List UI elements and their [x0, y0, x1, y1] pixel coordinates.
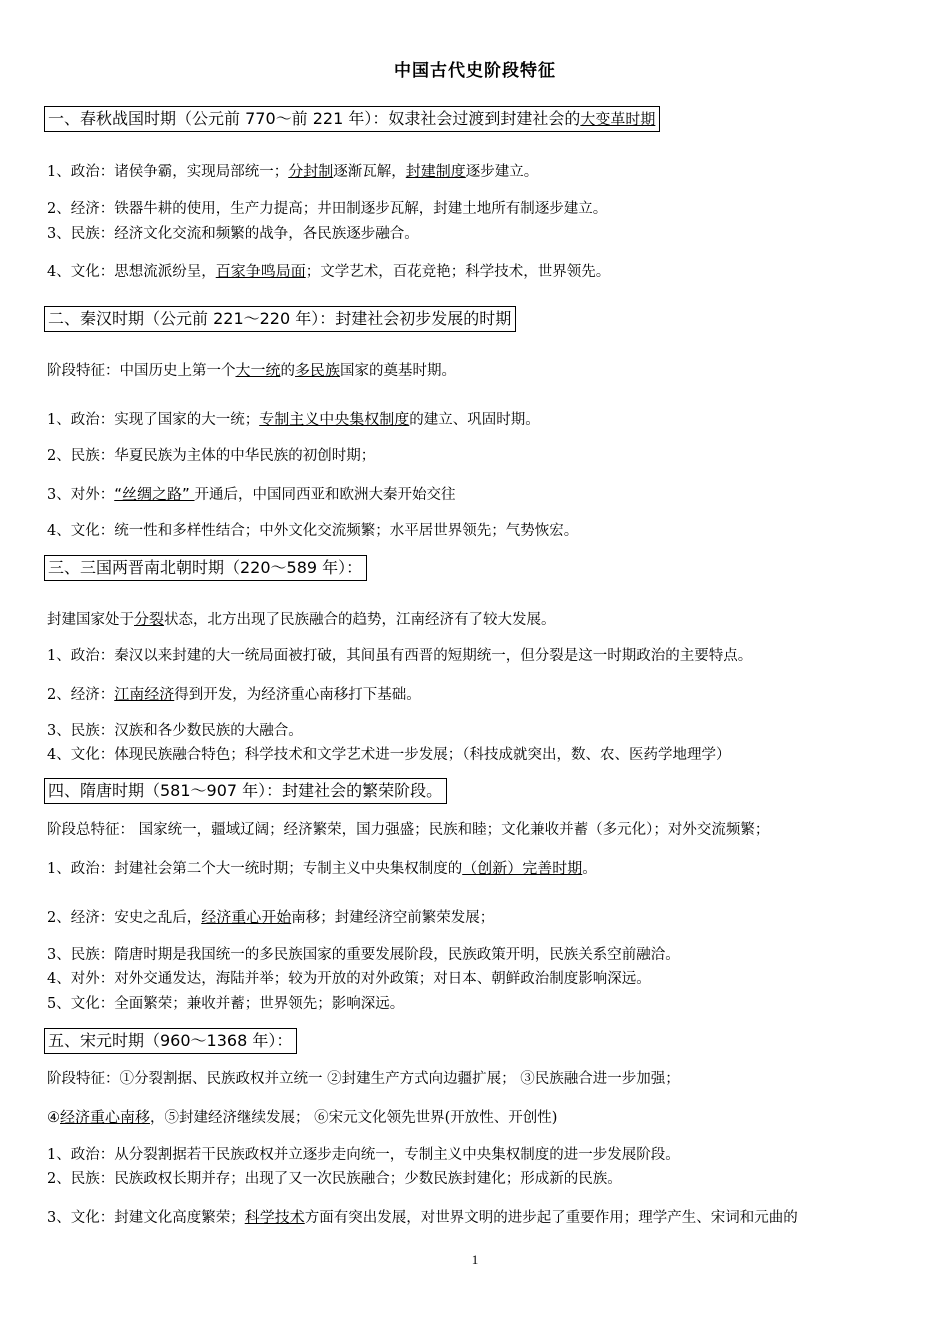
paragraph-s5-intro-1: 阶段特征：①分裂割据、民族政权并立统一 ②封建生产方式向边疆扩展； ③民族融合进一步加强； — [47, 1071, 680, 1087]
text: 2、经济：安史之乱后， — [47, 910, 202, 926]
paragraph-s3-economy — [47, 684, 421, 705]
text: ；文学艺术，百花竞艳；科学技术，世界领先。 — [305, 264, 611, 280]
keyword: 科学技术 — [244, 1208, 305, 1226]
paragraph-s1-politics — [47, 161, 538, 182]
paragraph-s5-ethnic: 2、民族：民族政权长期并存；出现了又一次民族融合；少数民族封建化；形成新的民族。 — [47, 1171, 622, 1187]
text: 状态，北方出现了民族融合的趋势，江南经济有了较大发展。 — [164, 612, 556, 628]
text: 国家的奠基时期。 — [340, 363, 457, 379]
keyword: （创新）完善时期 — [462, 859, 583, 877]
keyword: 江南经济 — [114, 685, 175, 703]
keyword: 经济重心开始 — [201, 908, 292, 926]
section-header-songyuan: 五、宋元时期（960～1368 年）： — [44, 1028, 297, 1054]
section-header-qinhan: 二、秦汉时期（公元前 221～220 年）：封建社会初步发展的时期 — [44, 306, 516, 332]
paragraph-s2-ethnic: 2、民族：华夏民族为主体的中华民族的初创时期； — [47, 448, 376, 464]
text: 4、文化：思想流派纷呈， — [47, 264, 216, 280]
text: 的建立、巩固时期。 — [409, 412, 540, 428]
text: 阶段特征：中国历史上第一个 — [47, 363, 236, 379]
paragraph-s3-ethnic: 3、民族：汉族和各少数民族的大融合。 — [47, 723, 303, 739]
page-title: 中国古代史阶段特征 — [394, 61, 556, 81]
keyword: 经济重心南移 — [60, 1108, 151, 1126]
keyword: “丝绸之路” — [114, 485, 195, 503]
paragraph-s3-politics: 1、政治：秦汉以来封建的大一统局面被打破，其间虽有西晋的短期统一，但分裂是这一时期政治的主要特点。 — [47, 648, 753, 664]
text: ④ — [47, 1110, 60, 1126]
paragraph-s2-culture: 4、文化：统一性和多样性结合；中外文化交流频繁；水平居世界领先；气势恢宏。 — [47, 523, 579, 539]
section-header-suitang: 四、隋唐时期（581～907 年）：封建社会的繁荣阶段。 — [44, 778, 447, 804]
keyword: 分裂 — [134, 610, 165, 628]
paragraph-s2-foreign — [47, 484, 456, 505]
paragraph-s5-intro-2 — [47, 1107, 557, 1128]
paragraph-s1-economy: 2、经济：铁器牛耕的使用，生产力提高；井田制逐步瓦解，封建土地所有制逐步建立。 — [47, 201, 608, 217]
keyword: 多民族 — [295, 361, 341, 379]
keyword: 封建制度 — [405, 162, 466, 180]
text: 南移；封建经济空前繁荣发展； — [291, 910, 495, 926]
text: 。 — [582, 861, 597, 877]
paragraph-s1-culture — [47, 261, 610, 282]
text: 的 — [280, 363, 296, 379]
text: 1、政治：诸侯争霸，实现局部统一； — [47, 164, 289, 180]
paragraph-s3-intro — [47, 609, 556, 630]
page-number: 1 — [471, 1252, 479, 1267]
section-header-sanguo: 三、三国两晋南北朝时期（220～589 年）： — [44, 555, 367, 581]
paragraph-s4-intro: 阶段总特征： 国家统一，疆域辽阔；经济繁荣，国力强盛；民族和睦；文化兼收并蓄（多元化）；对外交流频繁； — [47, 822, 770, 838]
text: 开通后，中国同西亚和欧洲大秦开始交往 — [194, 487, 456, 503]
paragraph-s1-ethnic: 3、民族：经济文化交流和频繁的战争，各民族逐步融合。 — [47, 226, 419, 242]
keyword: 专制主义中央集权制度 — [259, 410, 410, 428]
paragraph-s3-culture: 4、文化：体现民族融合特色；科学技术和文学艺术进一步发展；（科技成就突出，数、农、医药学地理学） — [47, 747, 731, 763]
keyword: 大一统 — [235, 361, 281, 379]
paragraph-s2-intro — [47, 360, 456, 381]
text: 方面有突出发展，对世界文明的进步起了重要作用；理学产生、宋词和元曲的 — [304, 1210, 798, 1226]
paragraph-s4-politics — [47, 858, 597, 879]
header-underlined: 大变革时期 — [580, 110, 656, 128]
paragraph-s4-ethnic: 3、民族：隋唐时期是我国统一的多民族国家的重要发展阶段，民族政策开明，民族关系空前融洽。 — [47, 947, 680, 963]
paragraph-s2-politics — [47, 409, 540, 430]
keyword: 百家争鸣局面 — [215, 262, 306, 280]
paragraph-s4-foreign: 4、对外：对外交通发达，海陆并举；较为开放的对外政策；对日本、朝鲜政治制度影响深远。 — [47, 971, 651, 987]
header-text: 一、春秋战国时期（公元前 770～前 221 年）：奴隶社会过渡到封建社会的 — [48, 109, 581, 128]
text: 2、经济： — [47, 687, 115, 703]
text: 3、对外： — [47, 487, 115, 503]
text: ，⑤封建经济继续发展； ⑥宋元文化领先世界(开放性、开创性) — [150, 1110, 558, 1126]
text: 得到开发，为经济重心南移打下基础。 — [174, 687, 421, 703]
text: 1、政治：封建社会第二个大一统时期；专制主义中央集权制度的 — [47, 861, 463, 877]
text: 3、文化：封建文化高度繁荣； — [47, 1210, 245, 1226]
section-header-chunqiu — [44, 106, 660, 132]
keyword: 分封制 — [288, 162, 334, 180]
text: 封建国家处于 — [47, 612, 134, 628]
paragraph-s5-politics: 1、政治：从分裂割据若干民族政权并立逐步走向统一，专制主义中央集权制度的进一步发展阶段。 — [47, 1147, 680, 1163]
paragraph-s4-economy — [47, 907, 494, 928]
paragraph-s5-culture — [47, 1207, 798, 1228]
paragraph-s4-culture: 5、文化：全面繁荣；兼收并蓄；世界领先；影响深远。 — [47, 996, 405, 1012]
text: 1、政治：实现了国家的大一统； — [47, 412, 260, 428]
text: 逐步建立。 — [465, 164, 539, 180]
text: 逐渐瓦解， — [333, 164, 406, 180]
